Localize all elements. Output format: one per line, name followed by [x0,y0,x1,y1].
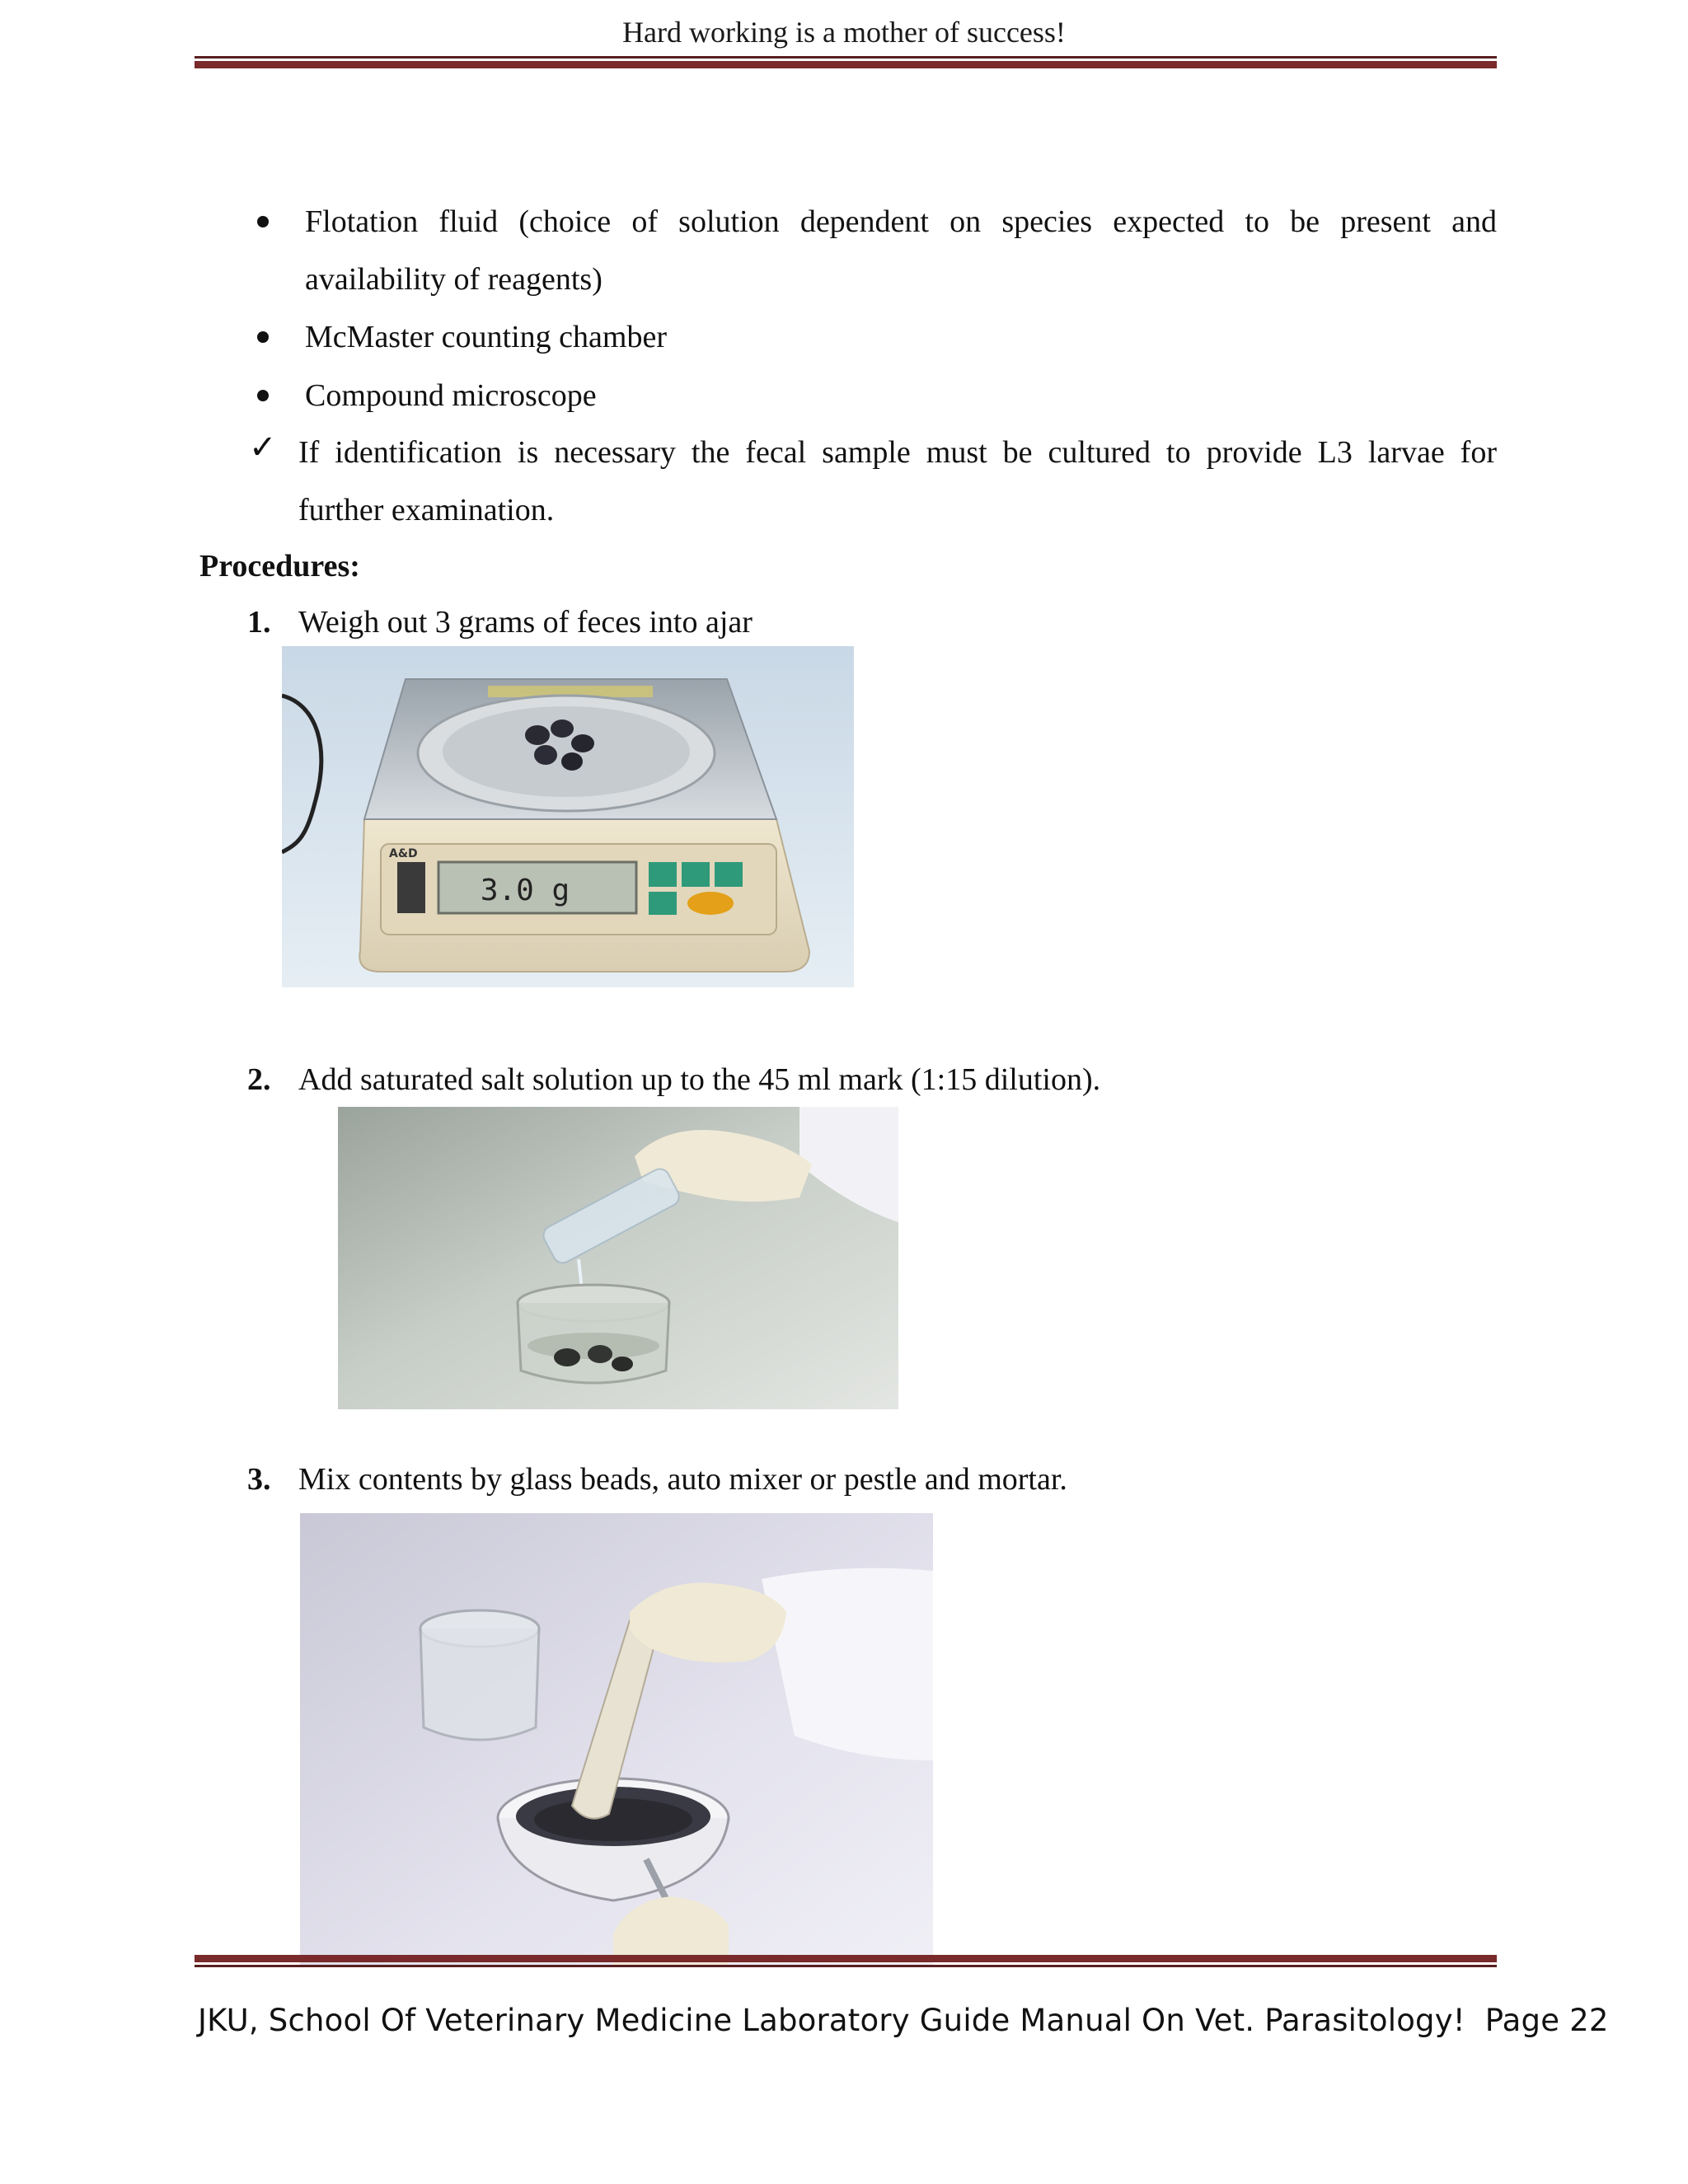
bullet-icon [257,216,269,227]
step-number: 2. [247,1062,271,1097]
page-footer [198,2003,1609,2038]
running-header: Hard working is a mother of success! [622,16,1066,49]
photo-scale-weighing [282,646,854,987]
bullet-icon [257,390,269,401]
footer-rule-thick [195,1955,1497,1962]
step-text: Add saturated salt solution up to the 45 ml mark (1:15 dilution). [298,1062,1101,1097]
scale-brand: A&D [389,847,418,860]
material-item-flotation-fluid-cont: availability of reagents) [305,262,603,297]
step-text: Weigh out 3 grams of feces into ajar [298,605,753,640]
material-item-flotation-fluid: Flotation fluid (choice of solution dependent on species expected to be present and [305,204,1497,239]
page-number: Page 22 [1484,2003,1609,2038]
checkmark-icon: ✓ [249,429,277,466]
header-rule-thin [195,56,1497,59]
note-line: If identification is necessary the fecal sample must be cultured to provide L3 larvae for [298,435,1497,470]
material-item-compound-microscope: Compound microscope [305,378,597,413]
photo-pestle-and-mortar [300,1513,933,1965]
photo-adding-salt-solution [338,1107,898,1409]
footer-manual-title: JKU, School Of Veterinary Medicine Laboratory Guide Manual On Vet. Parasitology! [198,2003,1465,2038]
scale-display-readout: 3.0 g [480,874,570,907]
step-number: 3. [247,1462,271,1497]
footer-rule-thin [195,1965,1497,1967]
header-rule-thick [195,61,1497,68]
material-item-mcmaster-chamber: McMaster counting chamber [305,320,667,354]
bullet-icon [257,331,269,343]
step-number: 1. [247,605,271,640]
procedures-heading: Procedures: [199,549,360,583]
step-text: Mix contents by glass beads, auto mixer or pestle and mortar. [298,1462,1067,1497]
note-line-cont: further examination. [298,493,555,527]
